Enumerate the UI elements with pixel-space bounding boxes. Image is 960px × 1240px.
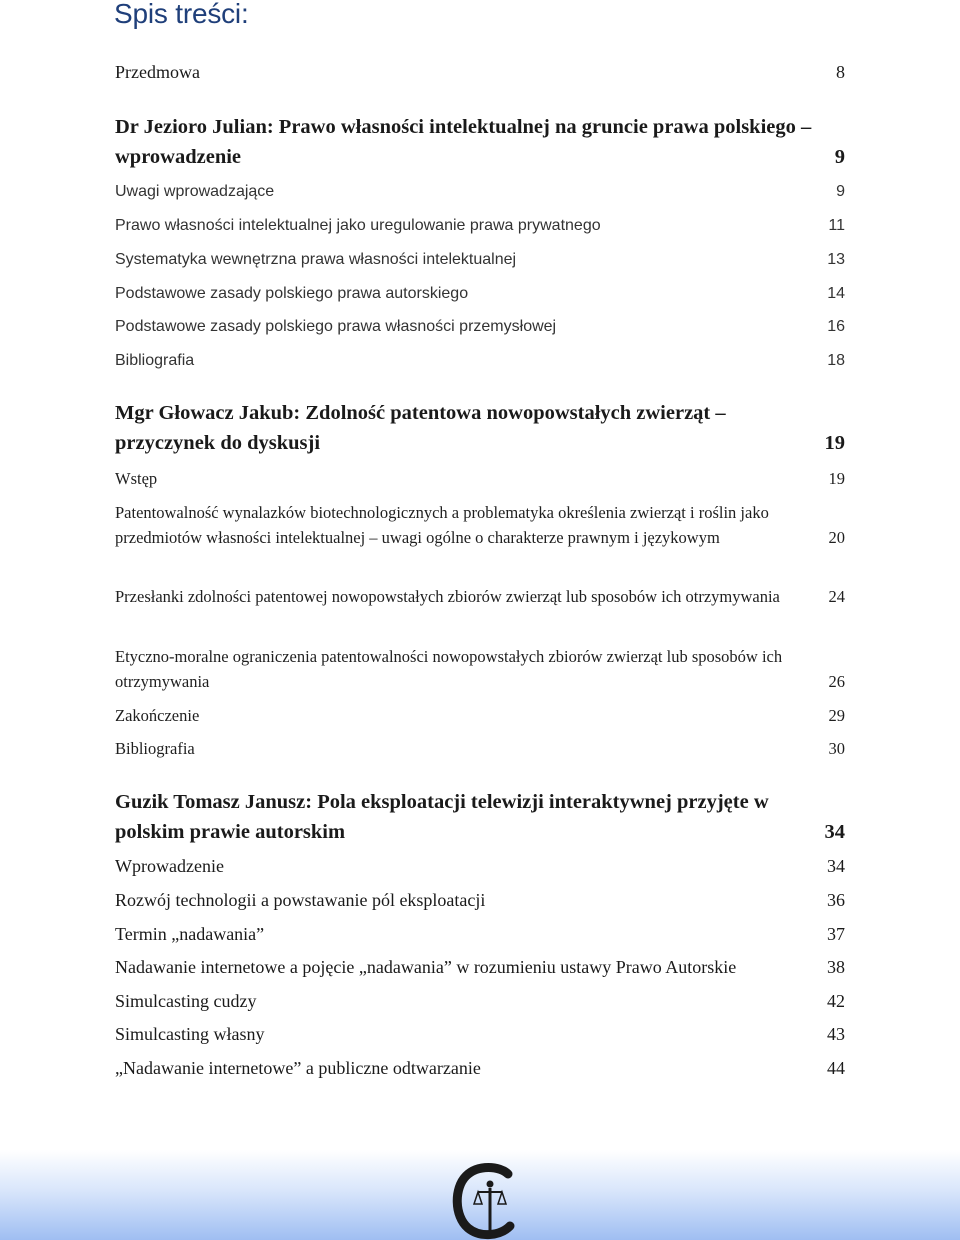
toc-entry-text: Przedmowa — [115, 62, 200, 82]
page-title: Spis treści: — [114, 0, 249, 29]
toc-heading-page: 34 — [824, 821, 845, 843]
toc-entry-text: Prawo własności intelektualnej jako uregulowanie prawa prywatnego — [115, 217, 601, 234]
toc-entry-page: 43 — [827, 1024, 845, 1044]
toc-heading-text: Dr Jezioro Julian: Prawo własności intelektualnej na gruncie prawa polskiego – wprowadzenie — [115, 116, 812, 168]
toc-entry-page: 16 — [827, 318, 845, 335]
toc-heading-text: Guzik Tomasz Janusz: Pola eksploatacji telewizji interaktywnej przyjęte w polskim prawie autorskim — [115, 791, 769, 843]
toc-entry-page: 37 — [827, 924, 845, 944]
toc-entry-page: 9 — [836, 183, 845, 200]
toc-entry-page: 19 — [828, 469, 845, 488]
toc-entry-page: 13 — [827, 251, 845, 268]
toc-entry[interactable] — [115, 644, 845, 694]
toc-entry-text: Wstęp — [115, 469, 158, 488]
toc-entry[interactable] — [115, 500, 845, 550]
toc-entry[interactable] — [115, 248, 845, 272]
toc-heading-page: 9 — [834, 146, 845, 168]
toc-entry[interactable] — [115, 466, 845, 491]
toc-entry-text: Podstawowe zasady polskiego prawa własności przemysłowej — [115, 318, 557, 335]
toc-entry-page: 20 — [828, 528, 845, 547]
toc-entry[interactable] — [115, 1022, 845, 1046]
toc-entry-text: Nadawanie internetowe a pojęcie „nadawania” w rozumieniu ustawy Prawo Autorskie — [115, 957, 737, 977]
toc-entry-text: Rozwój technologii a powstawanie pól eksploatacji — [115, 890, 486, 910]
toc-section-heading[interactable] — [115, 787, 845, 847]
toc-entry-page: 36 — [827, 890, 845, 910]
toc-entry-text: Termin „nadawania” — [115, 924, 265, 944]
toc-entry-page: 14 — [827, 285, 845, 302]
toc-entry[interactable] — [115, 584, 845, 609]
toc-entry-text: Simulcasting własny — [115, 1024, 265, 1044]
toc-entry-text: Zakończenie — [115, 706, 200, 725]
toc-entry[interactable] — [115, 1056, 845, 1080]
toc-entry-text: Uwagi wprowadzające — [115, 183, 275, 200]
toc-entry[interactable] — [115, 736, 845, 761]
toc-entry-text: Bibliografia — [115, 352, 195, 369]
toc-entry-page: 18 — [827, 352, 845, 369]
toc-entry[interactable] — [115, 180, 845, 204]
toc-heading-text: Mgr Głowacz Jakub: Zdolność patentowa nowopowstałych zwierząt – przyczynek do dyskusji — [115, 402, 726, 454]
toc-entry-page: 29 — [828, 706, 845, 725]
toc-entry-page: 24 — [828, 587, 845, 606]
toc-entry-text: Patentowalność wynalazków biotechnologicznych a problematyka określenia zwierząt i roślin jako przedmiotów własności intelektualnej – uwagi ogólne o charakterze prawnym i językowym — [115, 503, 769, 547]
toc-entry[interactable] — [115, 888, 845, 912]
publisher-logo-icon — [450, 1160, 522, 1240]
toc-entry-page: 44 — [827, 1058, 845, 1078]
toc-entry[interactable] — [115, 282, 845, 306]
toc-entry-page: 8 — [836, 62, 845, 82]
toc-entry[interactable] — [115, 989, 845, 1013]
toc-entry[interactable] — [115, 854, 845, 878]
toc-entry-page: 42 — [827, 991, 845, 1011]
toc-entry[interactable] — [115, 214, 845, 238]
toc-entry-text: Etyczno-moralne ograniczenia patentowalności nowopowstałych zbiorów zwierząt lub sposobów ich otrzymywania — [115, 647, 783, 691]
toc-entry-page: 26 — [828, 672, 845, 691]
toc-section-heading[interactable] — [115, 112, 845, 172]
toc-entry-page: 11 — [828, 217, 845, 234]
toc-section-heading[interactable] — [115, 398, 845, 458]
toc-entry-preface[interactable] — [115, 60, 845, 84]
toc-entry-text: Bibliografia — [115, 739, 195, 758]
toc-entry-text: Przesłanki zdolności patentowej nowopowstałych zbiorów zwierząt lub sposobów ich otrzymywania — [115, 587, 780, 606]
toc-entry-text: „Nadawanie internetowe” a publiczne odtwarzanie — [115, 1058, 481, 1078]
toc-entry-text: Simulcasting cudzy — [115, 991, 257, 1011]
toc-entry[interactable] — [115, 955, 845, 979]
toc-entry-page: 34 — [827, 856, 845, 876]
toc-entry-text: Podstawowe zasady polskiego prawa autorskiego — [115, 285, 469, 302]
toc-entry-page: 30 — [828, 739, 845, 758]
toc-entry-text: Wprowadzenie — [115, 856, 224, 876]
toc-heading-page: 19 — [824, 432, 845, 454]
toc-entry[interactable] — [115, 349, 845, 373]
toc-entry[interactable] — [115, 315, 845, 339]
toc-entry-text: Systematyka wewnętrzna prawa własności intelektualnej — [115, 251, 517, 268]
toc-entry[interactable] — [115, 703, 845, 728]
toc-entry[interactable] — [115, 922, 845, 946]
toc-entry-page: 38 — [827, 957, 845, 977]
